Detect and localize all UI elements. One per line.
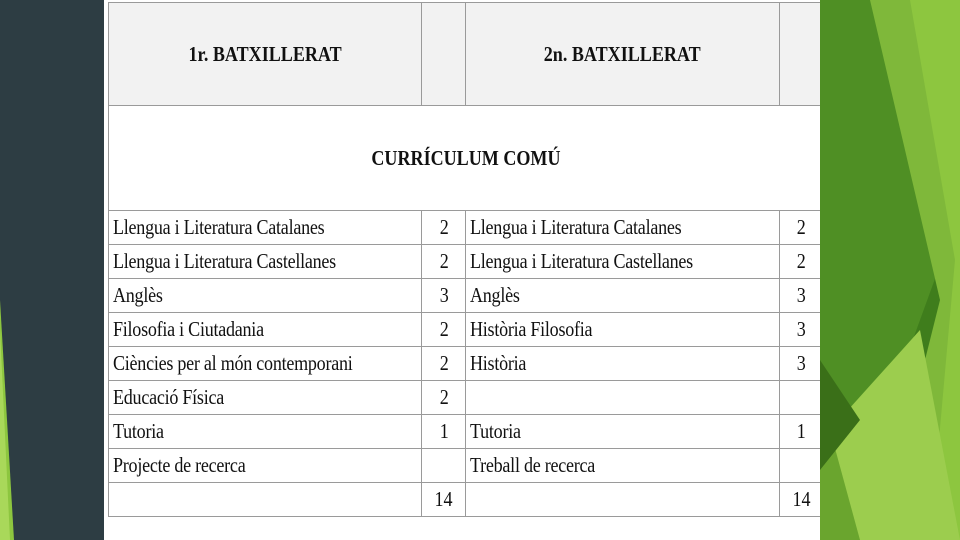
table-row xyxy=(109,245,821,279)
hours-1r: 2 xyxy=(422,347,466,381)
table-row xyxy=(109,313,821,347)
hours-2n: 2 xyxy=(779,245,820,279)
table-row xyxy=(109,449,821,483)
hours-1r: 2 xyxy=(422,381,466,415)
hours-2n: 3 xyxy=(779,279,820,313)
subject-1r: Filosofia i Ciutadania xyxy=(109,313,422,347)
title-row xyxy=(109,106,821,211)
hours-2n xyxy=(779,381,820,415)
hours-1r: 2 xyxy=(422,313,466,347)
right-green-decoration xyxy=(820,0,960,540)
subject-2n: Llengua i Literatura Catalanes xyxy=(466,211,779,245)
hours-1r: 2 xyxy=(422,245,466,279)
header-1r-batxillerat: 1r. BATXILLERAT xyxy=(109,3,422,106)
subject-1r: Llengua i Literatura Catalanes xyxy=(109,211,422,245)
table-row xyxy=(109,415,821,449)
header-2n-batxillerat: 2n. BATXILLERAT xyxy=(466,3,779,106)
header-spacer-1 xyxy=(422,3,466,106)
subject-1r: Anglès xyxy=(109,279,422,313)
hours-2n: 1 xyxy=(779,415,820,449)
hours-2n: 3 xyxy=(779,347,820,381)
total-label-2n xyxy=(466,483,779,517)
curriculum-title: CURRÍCULUM COMÚ xyxy=(109,106,821,211)
hours-2n: 3 xyxy=(779,313,820,347)
totals-row xyxy=(109,483,821,517)
total-hours-2n: 14 xyxy=(779,483,820,517)
subject-1r: Llengua i Literatura Castellanes xyxy=(109,245,422,279)
table-row xyxy=(109,279,821,313)
header-spacer-2 xyxy=(779,3,820,106)
subject-2n xyxy=(466,381,779,415)
header-row xyxy=(109,3,821,106)
hours-1r xyxy=(422,449,466,483)
subject-2n: Història xyxy=(466,347,779,381)
subject-2n: Història Filosofia xyxy=(466,313,779,347)
hours-1r: 3 xyxy=(422,279,466,313)
subject-1r: Educació Física xyxy=(109,381,422,415)
hours-2n: 2 xyxy=(779,211,820,245)
subject-1r: Tutoria xyxy=(109,415,422,449)
total-label-1r xyxy=(109,483,422,517)
table-row xyxy=(109,211,821,245)
curriculum-sheet xyxy=(104,0,820,540)
hours-1r: 2 xyxy=(422,211,466,245)
table-row xyxy=(109,381,821,415)
hours-1r: 1 xyxy=(422,415,466,449)
hours-2n xyxy=(779,449,820,483)
subject-2n: Llengua i Literatura Castellanes xyxy=(466,245,779,279)
total-hours-1r: 14 xyxy=(422,483,466,517)
subject-1r: Ciències per al món contemporani xyxy=(109,347,422,381)
subject-2n: Treball de recerca xyxy=(466,449,779,483)
subject-1r: Projecte de recerca xyxy=(109,449,422,483)
left-dark-panel xyxy=(0,0,104,540)
table-row xyxy=(109,347,821,381)
subject-2n: Tutoria xyxy=(466,415,779,449)
curriculum-table xyxy=(108,2,820,517)
subject-2n: Anglès xyxy=(466,279,779,313)
